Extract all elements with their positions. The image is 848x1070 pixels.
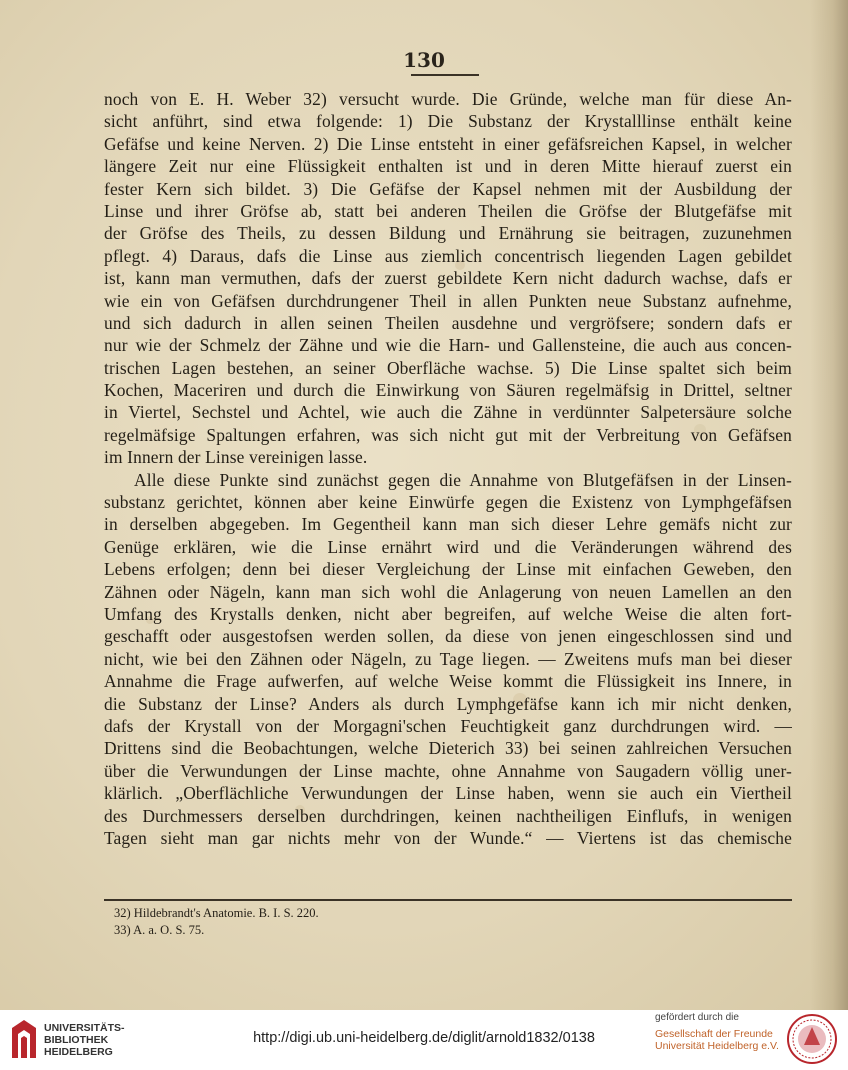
page-number-rule (411, 74, 479, 76)
text-line: Lebens erfolgen; denn bei dieser Vergleichung der Linse mit einfachen Geweben, den (104, 559, 792, 580)
text-line: fester Kern sich bildet. 3) Die Gefäfse der Kapsel nehmen mit der Ausbildung der (104, 178, 792, 199)
text-line: sicht anführt, sind etwa folgende: 1) Die Substanz der Krystalllinse enthält keine (104, 111, 792, 132)
text-line: Kochen, Maceriren und durch die Einwirkung von Säuren regelmäfsig in Drittel, seltner (104, 380, 792, 401)
footnote-rule (104, 899, 792, 901)
text-line: der Gröfse des Theils, zu dessen Bildung und Ernährung sie beitragen, zuzunehmen (104, 223, 792, 244)
text-line: pflegt. 4) Daraus, dafs die Linse aus ziemlich concentrisch liegenden Lagen gebildet (104, 245, 792, 266)
text-line: in Viertel, Sechstel und Achtel, wie auch die Zähne in verdünnter Salpetersäure solche (104, 402, 792, 423)
text-line: dafs der Krystall von der Morgagni'schen Feuchtigkeit ganz durchdrungen wird. — (104, 715, 792, 736)
text-line: im Innern der Linse vereinigen lasse. (104, 447, 368, 468)
text-line: Genüge erklären, wie die Linse ernährt wird und die Veränderungen während des (104, 536, 792, 557)
text-line: Umfang des Krystalls denken, nicht aber begreifen, auf welche Weise die alten fort- (104, 603, 792, 624)
text-line: regelmäfsige Spaltungen erfahren, was sich nicht gut mit der Verbreitung von Gefäfsen (104, 424, 792, 445)
text-line: Zähnen oder Nägeln, kann man sich wohl die Anlagerung von neuen Lamellen an den (104, 581, 792, 602)
funder-name[interactable] (655, 1028, 779, 1052)
text-line: Tagen sieht man gar nichts mehr von der Wunde.“ — Viertens ist das chemische (104, 827, 792, 848)
page-number: 130 (403, 48, 445, 72)
text-line: Alle diese Punkte sind zunächst gegen die Annahme von Blutgefäfsen in der Linsen- (134, 469, 792, 490)
text-line: ist, kann man vermuthen, dafs der zuerst gebildete Kern nicht dadurch wachse, dafs er (104, 268, 792, 289)
text-line: substanz gerichtet, können aber keine Einwürfe gegen die Existenz von Lymphgefäfsen (104, 492, 792, 513)
text-line: Linse und ihrer Gröfse ab, statt bei anderen Theilen die Gröfse der Blutgefäfse mit (104, 200, 792, 221)
text-line: Drittens sind die Beobachtungen, welche Dieterich 33) bei seinen zahlreichen Versuchen (104, 738, 792, 759)
text-line: über die Verwundungen der Linse machte, ohne Annahme von Saugadern völlig uner- (104, 760, 792, 781)
body-text (104, 88, 792, 849)
library-name-line: UNIVERSITÄTS- (44, 1022, 125, 1034)
library-name-line: BIBLIOTHEK (44, 1034, 109, 1046)
footnote: 32) Hildebrandt's Anatomie. B. I. S. 220. (114, 906, 319, 920)
text-line: Gefäfse und keine Nerven. 2) Die Linse entsteht in einer gefäfsreichen Kapsel, in welcher (104, 133, 792, 154)
text-line: trischen Lagen bestehen, an seiner Oberfläche wachse. 5) Die Linse spaltet sich beim (104, 357, 792, 378)
text-line: noch von E. H. Weber 32) versucht wurde. Die Gründe, welche man für diese An- (104, 89, 792, 109)
text-line: die Substanz der Linse? Anders als durch Lymphgefäfse kann ich mir nicht denken, (104, 693, 792, 714)
library-name-line: HEIDELBERG (44, 1046, 113, 1058)
text-line: geschafft oder ausgestofsen werden sollen, da diese von jenen eingeschlossen sind und (104, 626, 792, 647)
text-line: nicht, wie bei den Zähnen oder Nägeln, zu Tage liegen. — Zweitens mufs man bei dieser (104, 648, 792, 669)
text-line: wie ein von Gefäfsen durchdrungener Theil in allen Punkten neue Substanz aufnehme, (104, 290, 792, 311)
footnotes (114, 905, 319, 939)
text-line: nur wie der Schmelz der Zähne und wie die Harn- und Gallensteine, die auch aus concen- (104, 335, 792, 356)
text-line: des Durchmessers derselben durchdringen, keinen nachtheiligen Einflufs, in wenigen (104, 805, 792, 826)
funder-label: gefördert durch die (655, 1012, 739, 1023)
footnote: 33) A. a. O. S. 75. (114, 923, 205, 937)
text-line: in derselben abgegeben. Im Gegentheil kann man sich dieser Lehre gemäfs nicht zur (104, 514, 792, 535)
funder-name-line: Universität Heidelberg e.V. (655, 1040, 779, 1052)
permalink-url[interactable]: http://digi.ub.uni-heidelberg.de/diglit/arnold1832/0138 (253, 1030, 595, 1046)
text-line: klärlich. „Oberflächliche Verwundungen der Linse haben, wenn sie auch ein Viertheil (104, 783, 792, 804)
university-seal-icon[interactable] (786, 1013, 838, 1065)
text-line: und sich dadurch in allen seinen Theilen ausdehne und vergröfsere; sondern dafs er (104, 312, 792, 333)
text-line: Annahme die Frage aufwerfen, auf welche Weise kommt die Flüssigkeit ins Innere, in (104, 671, 792, 692)
text-line: längere Zeit nur eine Flüssigkeit enthalten ist und in deren Mitte hierauf zuerst ein (104, 156, 792, 177)
funder-name-line: Gesellschaft der Freunde (655, 1028, 773, 1040)
